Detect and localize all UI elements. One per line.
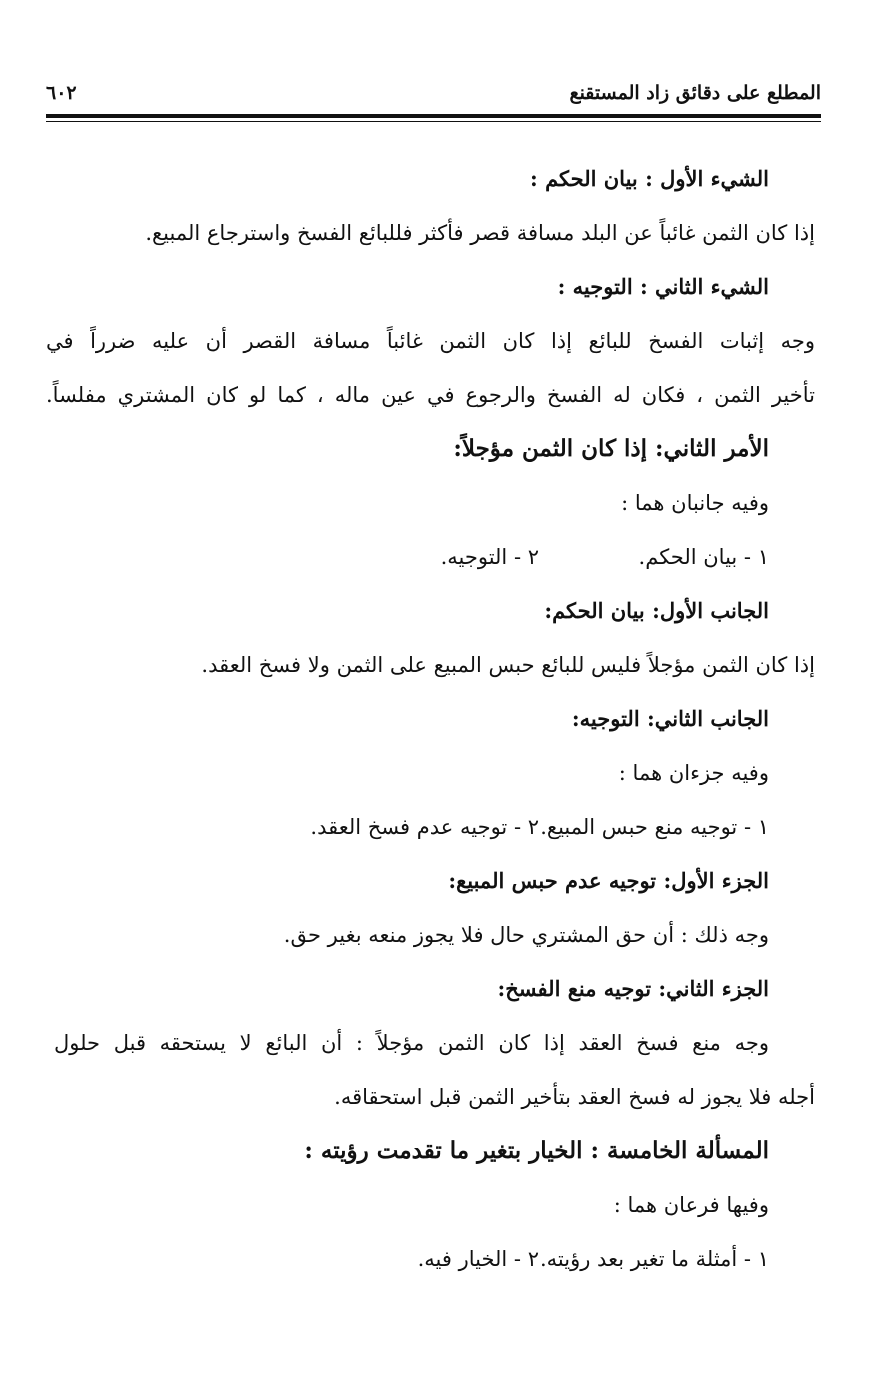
enumeration-item: ٢ - توجيه عدم فسخ العقد. [310,815,539,839]
subheading: الشيء الأول : بيان الحكم : [530,166,769,191]
section-heading: الأمر الثاني: إذا كان الثمن مؤجلاً: [453,435,769,462]
subheading: الجانب الأول: بيان الحكم: [544,598,769,623]
enumeration-item: ١ - أمثلة ما تغير بعد رؤيته. [539,1247,769,1271]
paragraph-line: وجه منع فسخ العقد إذا كان الثمن مؤجلاً : أن البائع لا يستحقه قبل حلول [54,1031,769,1055]
paragraph-line: أجله فلا يجوز له فسخ العقد بتأخير الثمن قبل استحقاقه. [334,1085,815,1109]
paragraph-line: وفيها فرعان هما : [613,1193,769,1217]
paragraph-line: وجه إثبات الفسخ للبائع إذا كان الثمن غائباً مسافة القصر أن عليه ضرراً في [46,329,815,353]
paragraph-line: وفيه جزءان هما : [618,761,769,785]
section-heading: المسألة الخامسة : الخيار بتغير ما تقدمت رؤيته : [304,1137,769,1164]
subheading: الجزء الأول: توجيه عدم حبس المبيع: [448,868,769,893]
header-rule-thin [46,121,821,122]
paragraph-line: وفيه جانبان هما : [621,491,769,515]
enumeration-row [58,800,769,854]
paragraph-line: إذا كان الثمن غائباً عن البلد مسافة قصر فأكثر فللبائع الفسخ واسترجاع المبيع. [145,221,815,245]
running-header [46,78,821,114]
paragraph-line: تأخير الثمن ، فكان له الفسخ والرجوع في عين ماله ، كما لو كان المشتري مفلساً. [46,383,815,407]
paragraph-line: إذا كان الثمن مؤجلاً فليس للبائع حبس المبيع على الثمن ولا فسخ العقد. [201,653,815,677]
enumeration-item: ١ - بيان الحكم. [638,545,769,569]
book-title: المطلع على دقائق زاد المستقنع [569,82,821,104]
enumeration-item: ١ - توجيه منع حبس المبيع. [540,815,769,839]
paragraph-line: وجه ذلك : أن حق المشتري حال فلا يجوز منعه بغير حق. [283,923,769,947]
enumeration-row [58,1232,769,1286]
page-body [46,152,815,1286]
subheading: الجزء الثاني: توجيه منع الفسخ: [497,976,769,1001]
enumeration-row [58,530,769,584]
subheading: الجانب الثاني: التوجيه: [571,706,769,731]
page-number: ٦٠٢ [46,82,77,104]
enumeration-item: ٢ - التوجيه. [440,545,539,569]
enumeration-item: ٢ - الخيار فيه. [417,1247,539,1271]
subheading: الشيء الثاني : التوجيه : [557,274,769,299]
header-rule-thick [46,114,821,118]
